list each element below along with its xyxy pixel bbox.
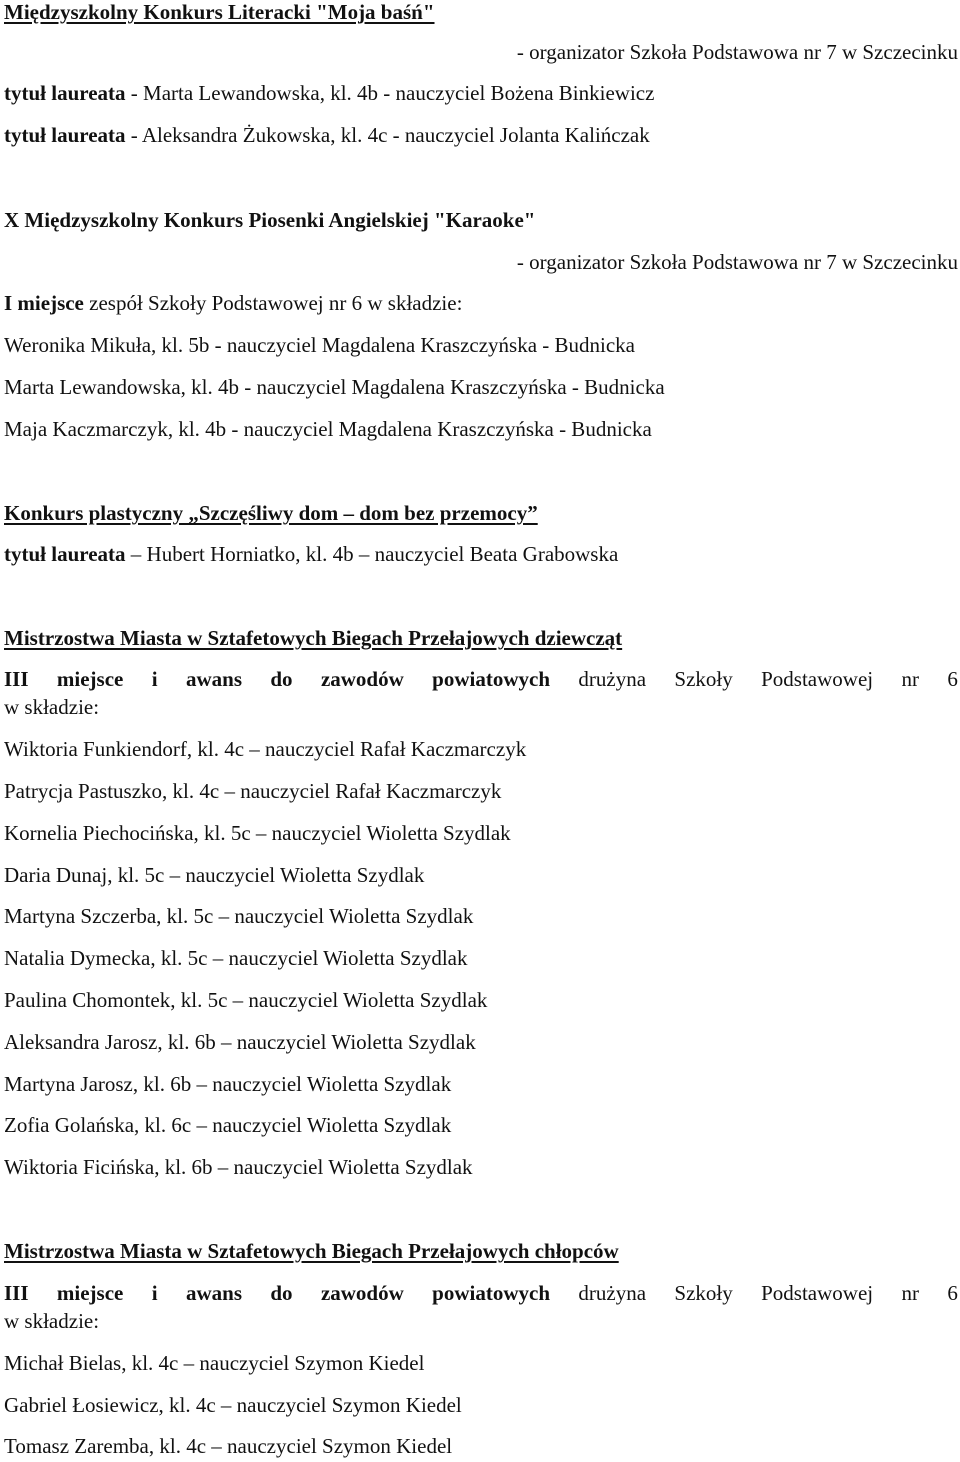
place-line-continuation: w składzie: [4,695,100,719]
place-text: zespół Szkoły Podstawowej nr 6 w składzie: [83,291,463,315]
section-title-boys-relay: Mistrzostwa Miasta w Sztafetowych Biegach Przełajowych chłopców [4,1239,619,1263]
section-title-art-contest: Konkurs plastyczny „Szczęśliwy dom – dom bez przemocy” [4,501,538,525]
place-word: III [4,667,29,691]
member-line: Martyna Szczerba, kl. 5c – nauczyciel Wioletta Szydlak [4,904,474,928]
organizer-line: - organizator Szkoła Podstawowa nr 7 w Szczecinku [516,40,958,64]
entry-line [4,81,654,105]
place-word: Szkoły [674,667,733,691]
place-word: do [270,1281,293,1305]
entry-text: – Hubert Horniatko, kl. 4b – nauczyciel Beata Grabowska [125,542,619,566]
section-title-girls-relay: Mistrzostwa Miasta w Sztafetowych Biegach Przełajowych dziewcząt [4,626,623,650]
entry-label: tytuł laureata [4,123,126,147]
entry-text: - Marta Lewandowska, kl. 4b - nauczyciel Bożena Binkiewicz [125,81,655,105]
member-line: Zofia Golańska, kl. 6c – nauczyciel Wioletta Szydlak [4,1113,452,1137]
member-line: Daria Dunaj, kl. 5c – nauczyciel Wioletta Szydlak [4,863,425,887]
member-line: Martyna Jarosz, kl. 6b – nauczyciel Wioletta Szydlak [4,1072,452,1096]
organizer-line: - organizator Szkoła Podstawowa nr 7 w Szczecinku [516,250,958,274]
member-line: Aleksandra Jarosz, kl. 6b – nauczyciel Wioletta Szydlak [4,1030,476,1054]
member-line: Tomasz Zaremba, kl. 4c – nauczyciel Szymon Kiedel [4,1434,453,1458]
place-line-justified [4,1281,958,1305]
place-word: awans [185,1281,242,1305]
entry-text: - Aleksandra Żukowska, kl. 4c - nauczyciel Jolanta Kalińczak [125,123,650,147]
section-title-karaoke-contest: X Międzyszkolny Konkurs Piosenki Angielskiej "Karaoke" [4,208,536,232]
place-word: nr [901,667,919,691]
place-word: zawodów [320,1281,404,1305]
place-line [4,291,462,315]
member-line: Weronika Mikuła, kl. 5b - nauczyciel Magdalena Kraszczyńska - Budnicka [4,333,635,357]
place-word: III [4,1281,29,1305]
entry-line [4,123,650,147]
member-line: Kornelia Piechocińska, kl. 5c – nauczyciel Wioletta Szydlak [4,821,511,845]
place-word: drużyna [578,667,647,691]
place-word: drużyna [578,1281,647,1305]
member-line: Wiktoria Funkiendorf, kl. 4c – nauczyciel Rafał Kaczmarczyk [4,737,527,761]
place-word: Szkoły [674,1281,733,1305]
entry-line [4,542,618,566]
entry-label: tytuł laureata [4,542,126,566]
member-line: Maja Kaczmarczyk, kl. 4b - nauczyciel Magdalena Kraszczyńska - Budnicka [4,417,652,441]
member-line: Natalia Dymecka, kl. 5c – nauczyciel Wioletta Szydlak [4,946,468,970]
member-line: Gabriel Łosiewicz, kl. 4c – nauczyciel Szymon Kiedel [4,1393,462,1417]
place-word: Podstawowej [761,667,874,691]
member-line: Wiktoria Ficińska, kl. 6b – nauczyciel Wioletta Szydlak [4,1155,473,1179]
member-line: Patrycja Pastuszko, kl. 4c – nauczyciel Rafał Kaczmarczyk [4,779,502,803]
place-word: awans [185,667,242,691]
place-word: do [270,667,293,691]
section-title-literary-contest: Międzyszkolny Konkurs Literacki "Moja baśń" [4,0,435,24]
entry-label: tytuł laureata [4,81,126,105]
member-line: Paulina Chomontek, kl. 5c – nauczyciel Wioletta Szydlak [4,988,488,1012]
place-line-continuation: w składzie: [4,1309,100,1333]
place-word: zawodów [320,667,404,691]
place-label: I miejsce [4,291,84,315]
place-word: miejsce [56,667,124,691]
member-line: Marta Lewandowska, kl. 4b - nauczyciel Magdalena Kraszczyńska - Budnicka [4,375,665,399]
place-word: Podstawowej [761,1281,874,1305]
place-word: nr [901,1281,919,1305]
place-word: miejsce [56,1281,124,1305]
place-line-justified [4,667,958,691]
place-word: 6 [947,1281,958,1305]
place-word: i [151,667,158,691]
member-line: Michał Bielas, kl. 4c – nauczyciel Szymon Kiedel [4,1351,425,1375]
place-word: 6 [947,667,958,691]
place-word: i [151,1281,158,1305]
place-word: powiatowych [432,667,550,691]
place-word: powiatowych [432,1281,550,1305]
